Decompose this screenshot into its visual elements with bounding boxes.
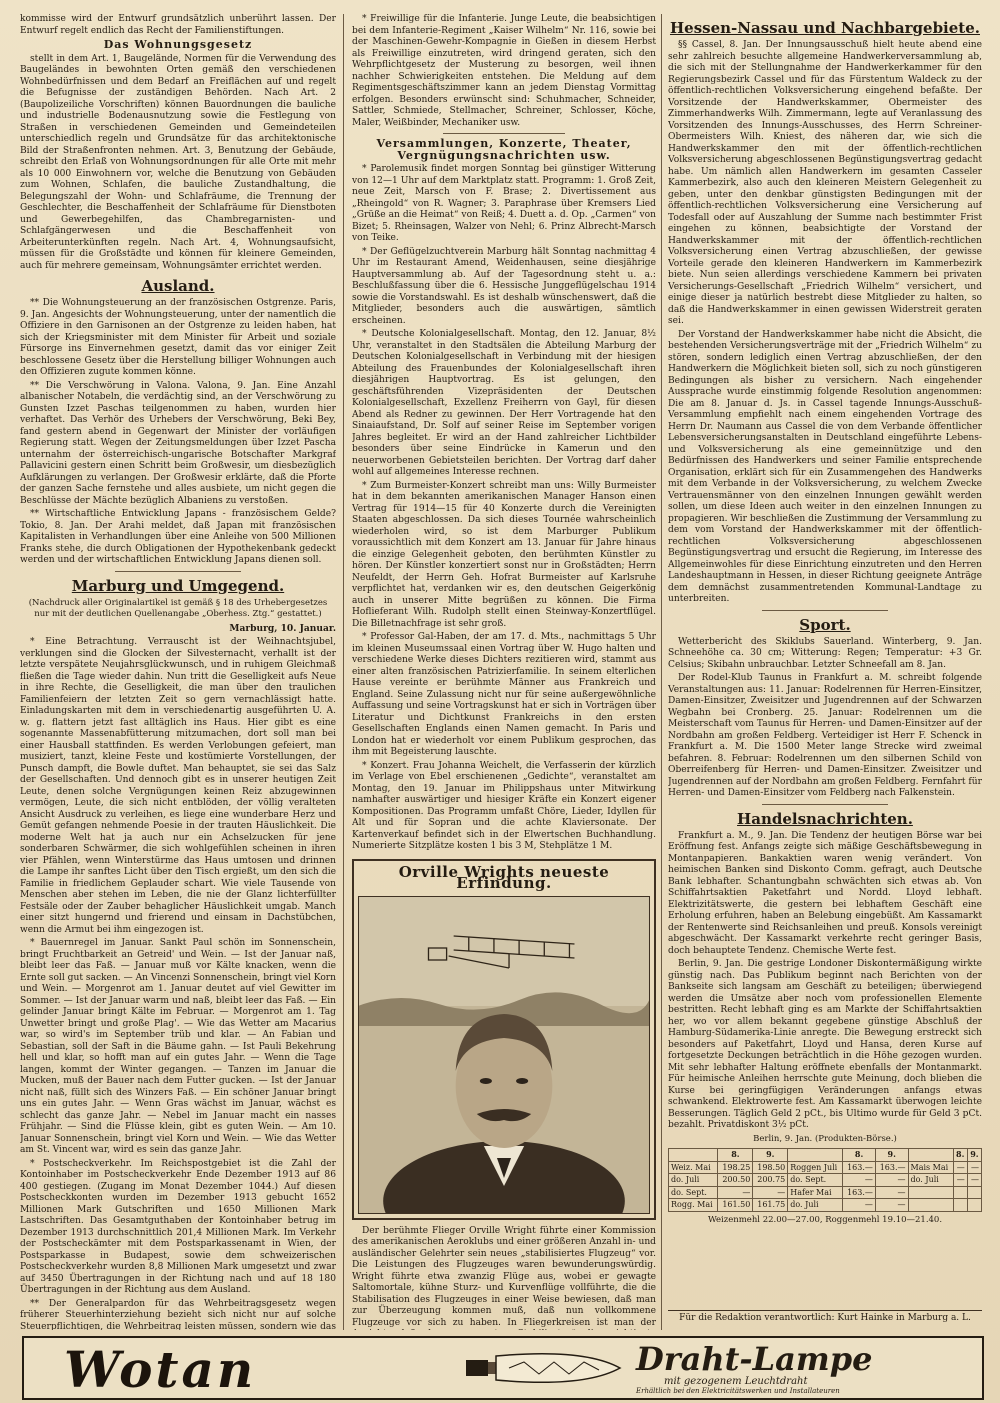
- table-header-cell: 8.: [718, 1149, 753, 1162]
- table-cell: 198.25: [718, 1161, 753, 1174]
- table-cell: [953, 1199, 967, 1212]
- article-galhaben: * Professor Gal-Haben, der am 17. d. Mts., nachmittags 5 Uhr im kleinen Museumssaal einen Vortrag über W. Hugo halten und verschiedene Werke dieses Dichters rezitieren wird, stammt aus einer alten französischen Patrizierfamilie. In seinem elterlichen Hause vereinte er berühmte Männer aus Frankreich und England. Seine Zulassung nicht nur für seine außergewöhnliche Auffassung und seine Vortragskunst hat er sich in Vorträgen über Literatur und Dichtkunst Frankreichs in den ersten Gesellschaften Englands einen Namen gemacht. In Paris und London hat er wiederholt vor einem Publikum gesprochen, das ihm mit Begeisterung lauschte.: [352, 632, 656, 757]
- article-freiwillige: * Freiwillige für die Infanterie. Junge Leute, die beabsichtigen bei dem Infanterie-Regiment „Kaiser Wilhelm“ Nr. 116, sowie bei der Maschinen-Gewehr-Kompagnie in Gießen in diesem Herbst als Freiwillige einzutreten, wird dringend geraten, sich den Wehrpflichtgesetz der Musterung zu besorgen, weil ihnen nachher Schwierigkeiten entstehen. Die Meldung auf dem Regimentsgeschäftszimmer kann an jedem Dienstag Vormittag erfolgen. Besonders erwünscht sind: Schuhmacher, Schneider, Sattler, Schmiede, Stellmacher, Schreiner, Schlosser, Köche, Maler, Weißbinder, Mechaniker usw.: [352, 14, 656, 128]
- table-header-cell: 9.: [753, 1149, 788, 1162]
- article-wetterbericht: Wetterbericht des Skiklubs Sauerland. Winterberg, 9. Jan. Schneehöhe ca. 30 cm; Witterung: Regen; Temperatur: +3 Gr. Celsius; Skibahn unbrauchbar. Letzter Schneefall am 8. Jan.: [668, 636, 982, 670]
- article-betrachtung: * Eine Betrachtung. Verrauscht ist der Weihnachtsjubel, verklungen sind die Glocken der Silvesternacht, verhallt ist der letzte verspätete Neujahrsglückwunsch, und in ruhigem Gleichmaß fließen die Tage wieder dahin. Nun tritt die Geselligkeit aufs Neue in ihre Rechte, die Geselligkeit, die man über den traulichen Familienfeiern der letzten Zeit so gern vernachlässigt hatte. Einladungskarten mit dem in verschiedenartig ausgeführten U. A. w. g. flattern jetzt fast alltäglich ins Haus. Hier gibt es eine sogenannte Massenabfütterung mitzumachen, dort soll man bei einer Hausball stattfinden. Es werden Verlobungen gefeiert, man musiziert, tanzt, kleine Feste und kostümierte Vorstellungen, der Punsch dampft, die Bowle duftet. Man behauptet, sie sei das Salz der Gesellschaften. Und dennoch gibt es in unserer heutigen Zeit Leute, denen solche Vergnügungen keinen Reiz abzugewinnen vermögen, Leute, die sich nicht entblöden, der völlig veralteten Ansicht Ausdruck zu verleihen, es liege eine wunderbare Herz und Gemüt gefangen nehmende Poesie in der trauten Häuslichkeit. Die moderne Welt hat ja auch nur ein Achselzucken für jene sonderbaren Schwärmer, die sich wohlgefühlen scheinen in ihren vier Pfählen, wenn Winterstürme das Haus umtosen und drinnen die Lampe ihr sanftes Licht über den Tisch ergießt, um den sich die Familie in friedlichem Geplauder schart. Wie viele Tausende von Menschen aber stehen im Leben, die nie der Glanz lichterfüllter Festsäle oder der Zauber behaglicher Häuslichkeit umgab. Manch einer sitzt hungernd und frierend und einsam in Dachstübchen, wenn die Armut bei ihm eingezogen ist.: [20, 637, 336, 935]
- right-eye: [516, 1078, 528, 1084]
- table-cell: —: [875, 1186, 908, 1199]
- article-frankfurt-boerse: Frankfurt a. M., 9. Jan. Die Tendenz der heutigen Börse war bei Eröffnung fest. Anfangs zeigte sich mäßige Geschäftsbewegung in Montanpapieren. Bankaktien waren wenig verändert. Von heimischen Banken sind Diskonto Comm. gefragt, auch Deutsche Bank lebhafter. Schantungbahn schwächten sich etwas ab. Von Schiffahrtsaktien Paketfahrt und Nordd. Lloyd lebhaft. Elektrizitätswerte, die gestern bei lebhaftem Geschäft eine Erholung erfuhren, haben an Belebung eingebüßt. Am Kassamarkt der Rentenwerte sind Reichsanleihen und preuß. Konsols vereinigt abgeschwächt. Der Kassamarkt verkehrte recht geringer Basis, doch behauptete Tendenz. Chemische Werte fest.: [668, 830, 982, 956]
- table-cell: —: [875, 1199, 908, 1212]
- table-cell: —: [718, 1186, 753, 1199]
- table-cell: —: [753, 1186, 788, 1199]
- article-cassel-resolution: Der Vorstand der Handwerkskammer habe nicht die Absicht, die bestehenden Versicherungsverträge mit der „Friedrich Wilhelm“ zu stören, sondern lediglich einen Vertrag abzuschließen, der den Handwerkern die Möglichkeit bieten soll, sich zu noch günstigeren Bedingungen als bisher zu versichern. Nach eingehender Aussprache wurde einstimmig folgende Resolution angenommen: Die am 8. Januar d. Js. in Cassel tagende Innungs-Ausschuß-Versammlung empfiehlt nach einem eingehenden Vortrage des Herrn Dr. Naumann aus Cassel die von dem Verbande öffentlicher Lebensversicherungsanstalten in Deutschland eingeführte Lebens- und Volksversicherung als eine gemeinnützige und den Bedürfnissen des Handwerkers und seiner Familie entsprechende Organisation, erklärt sich für ein Zusammengehen des Handwerks mit dem Verbande in der Volksversicherung, zu welchem Zwecke Vertrauensmänner von den einzelnen Innungen gewählt werden sollen, um diese Ideen auch weiter in den einzelnen Innungen zu propagieren. Wir beschließen die Zustimmung der Versammlung zu dem vom Vorstand der Handwerkskammer mit der öffentlich-rechtlichen Volksversicherung abgeschlossenen Begünstigungsvertrag und ersucht die Regierung, im Interesse des Allgemeinwohles für diese Einrichtung einzutreten und den Herren Landeshauptmann in Hessen, in dieser Richtung geeignete Anträge dem demnächst zusammentretenden Kommunal-Landtage zu unterbreiten.: [668, 329, 982, 604]
- article-tokio: ** Wirtschaftliche Entwicklung Japans - französischem Gelde? Tokio, 8. Jan. Der Arahi meldet, daß Japan mit französischen Kapitalisten in Verhandlungen über eine Anleihe von 500 Millionen Franks stehe, die durch Obligationen der Hypothekenbank gedeckt werden und der wirtschaftlichen Entwicklung Japans dienen soll.: [20, 509, 336, 565]
- lamp-bulb-icon: [464, 1348, 624, 1388]
- market-table-title: Berlin, 9. Jan. (Produkten-Börse.): [753, 1133, 897, 1144]
- article-konzert-weichelt: * Konzert. Frau Johanna Weichelt, die Verfasserin der kürzlich im Verlage von Ebel erschienenen „Gedichte“, veranstaltet am Montag, den 19. Januar im Philippshaus unter Mitwirkung namhafter auswärtiger und hiesiger Kräfte ein Konzert eigener Kompositionen. Das Programm umfaßt Chöre, Lieder, Idyllen für Alt und für Sopran und die achte Klaviersonate. Der Kartenverkauf befindet sich in der Elwertschen Buchhandlung. Numerierte Sitzplätze kosten 1 bis 3 M, Stehplätze 1 M.: [352, 760, 656, 851]
- ad-title: Draht-Lampe: [636, 1340, 873, 1378]
- table-cell: do. Sept.: [788, 1174, 843, 1187]
- column-left: [20, 14, 336, 1330]
- column-middle: [352, 14, 656, 1330]
- table-cell: —: [843, 1199, 876, 1212]
- table-cell: —: [953, 1161, 967, 1174]
- column-rule-2: [661, 14, 662, 1330]
- table-cell: —: [953, 1174, 967, 1187]
- article-berlin-boerse: Berlin, 9. Jan. Die gestrige Londoner Diskontermäßigung wirkte günstig nach. Das Publikum beginnt nach Berichten von der Bankseite sich langsam am Geschäft zu beteiligen; überwiegend werden die Umsätze aber noch vom professionellen Elemente bestritten. Recht lebhaft ging es am Markte der Schiffahrtsaktien her, wo vor allem bekannt gegebene günstige Abschluß der Hamburg-Südamerika-Linie anregte. Die Bewegung erstreckt sich besonders auf Paketfahrt, Lloyd und Hansa, deren Kurse auf fortgesetzte Deckungen beträchtlich in die Höhe gezogen wurden. Mit sehr lebhafter Haltung eröffnete ebenfalls der Montanmarkt. Für heimische Anleihen herrschte gute Meinung, doch blieben die Kurse bei geringfügigen Veränderungen anfangs etwas schwankend. Elektrowerte fest. Am Kassamarkt überwogen leichte Besserungen. Täglich Geld 2 pCt., bis Ultimo wurde für Geld 3 pCt. bezahlt. Privatdiskont 3½ pCt.: [668, 959, 982, 1130]
- table-cell: —: [967, 1174, 981, 1187]
- hessen-heading: Hessen-Nassau und Nachbargebiete.: [669, 19, 980, 37]
- orville-wright-photo: [358, 896, 650, 1214]
- table-cell: —: [843, 1174, 876, 1187]
- table-cell: 161.75: [753, 1199, 788, 1212]
- article-kolonial: * Deutsche Kolonialgesellschaft. Montag, den 12. Januar, 8½ Uhr, veranstaltet in den Stadtsälen die Abteilung Marburg der Deutschen Kolonialgesellschaft in Verbindung mit der hiesigen Abteilung des Frauenbundes der Kolonialgesellschaft ihren diesjährigen Hauptvortrag. Es ist gelungen, den geschäftsführenden Vizepräsidenten der Deutschen Kolonialgesellschaft, Exzellenz Freiherrn von Gayl, für diesen Abend als Redner zu gewinnen. Der Herr Vortragende hat den Sinaiaufstand, Dr. Solf auf seiner Reise im September vorigen Jahres begleitet. Er wird an der Hand zahlreicher Lichtbilder besonders über seine Eindrücke in Kamerun und den neuerworbenen Gebietsteilen berichten. Der Vortrag darf daher wohl auf allgemeines Interesse rechnen.: [352, 329, 656, 477]
- section-divider: [762, 804, 888, 805]
- table-header-cell: [908, 1149, 953, 1162]
- table-cell: 200.75: [753, 1174, 788, 1187]
- article-paris: ** Die Wohnungsteuerung an der französischen Ostgrenze. Paris, 9. Jan. Angesichts der Wohnungsteuerung, unter der namentlich die Offiziere in den Garnisonen an der Ostgrenze zu leiden haben, hat sich der Kriegsminister mit dem Minister für Arbeit und soziale Fürsorge ins Einvernehmen gesetzt, damit das vor einiger Zeit beschlossene Gesetz über die Herstellung billiger Wohnungen auch den Offizieren zugute kommen könne.: [20, 298, 336, 377]
- table-cell: Weiz. Mai: [669, 1161, 718, 1174]
- table-header-cell: 8.: [953, 1149, 967, 1162]
- reprint-note: (Nachdruck aller Originalartikel ist gemäß § 18 des Urhebergesetzes nur mit der deutlichen Quellenangabe „Oberhess. Ztg.“ gestattet.): [28, 597, 328, 619]
- article-burmeister: * Zum Burmeister-Konzert schreibt man uns: Willy Burmeister hat in dem bekannten amerikanischen Manager Hanson einen Vertrag für 1914—15 für 40 Konzerte durch die Vereinigten Staaten abgeschlossen. Da sich dieses Tournée wahrscheinlich wiederholen wird, so ist dem Marburger Publikum voraussichtlich mit dem Konzert am 13. Januar für Jahre hinaus die einzige Gelegenheit geboten, den berühmten Künstler zu hören. Der Künstler konzertiert sonst nur in Großstädten; Herrn Neufeldt, der Herrn Geh. Hofrat Burmeister auf Karlsruhe verpflichtet hat, verdanken wir es, den deutschen Geigerkönig auch in unserer Mitte begrüßen zu können. Die Firma Hoflieferant Wilh. Rudolph stellt einen Steinway-Konzertflügel. Die Billetnachfrage ist sehr groß.: [352, 480, 656, 629]
- table-cell: 198.50: [753, 1161, 788, 1174]
- market-price-table: [668, 1148, 982, 1212]
- article-rodel-klub: Der Rodel-Klub Taunus in Frankfurt a. M. schreibt folgende Veranstaltungen aus: 11. Januar: Rodelrennen für Herren-Einsitzer, Damen-Einsitzer, Zweisitzer und Jugendrennen auf der Schwarzen Wegbahn bei Cronberg. 25. Januar: Rodelrennen um die Meisterschaft vom Taunus für Herren- und Damen-Einsitzer auf der Nordbahn am großen Feldberg. Verteidiger ist Herr F. Schenck in Frankfurt a. M. Die 1500 Meter lange Strecke wird zweimal befahren. 8. Februar: Rodelrennen um den silbernen Schild von Oberreifenberg für Herren- und Damen-Einsitzer. Zweisitzer und Jugendrennen auf der Nordbahn am großen Feldberg. Fernfahrt für Herren- und Damen-Einsitzer vom Feldberg nach Falkenstein.: [668, 673, 982, 798]
- table-cell: do. Sept.: [669, 1186, 718, 1199]
- article-cassel: §§ Cassel, 8. Jan. Der Innungsausschuß hielt heute abend eine sehr zahlreich besuchte allgemeine Handwerkerversammlung ab, die sich mit der Stellungnahme der Handwerkerkammer für den Regierungsbezirk Cassel und für das Fürstentum Waldeck zu der öffentlich-rechtlichen Volksversicherung eingehend befaßte. Der Vorsitzende der Handwerkskammer, Obermeister des Zimmerhandwerks Wilh. Zimmermann, legte auf Veranlassung des Vorsitzenden des Innungs-Ausschusses, des Herrn Schreiner-Obermeisters Wilh. Kniest, des näheren dar, wie sich die Handwerkskammer den mit der öffentlich-rechtlichen Volksversicherung abgeschlossenen Begünstigungsvertrag gedacht habe. Um nämlich allen Handwerkern im gesamten Casseler Kammerbezirk, also auch den kleineren Meistern Gelegenheit zu geben, unter den denkbar günstigsten Bedingungen mit der öffentlich-rechtlichen Volksversicherung eine Versicherung auf Todesfall oder auf Auszahlung der Summe nach bestimmter Frist eingehen zu können, beabsichtigte der Vorstand der Handwerkskammer mit der öffentlich-rechtlichen Volksversicherung einen Vertrag abzuschließen, der gewisse Vorteile gerade den kleineren Handwerkern im Kammerbezirk biete. Nun seien allerdings verschiedene Kammern bei privaten Versicherungs-Gesellschaft „Friedrich Wilhelm“ versichert, und einige dieser ja natürlich bestrebt diese Mitglieder zu halten, so daß die Handwerkskammer in einen gewissen Widerstreit geraten sei.: [668, 40, 982, 326]
- marburg-heading: Marburg und Umgegend.: [71, 576, 285, 595]
- ausland-heading: Ausland.: [141, 277, 215, 295]
- column-rule-1: [343, 14, 344, 1330]
- editor-line: Für die Redaktion verantwortlich: Kurt Hainke in Marburg a. L.: [668, 1310, 982, 1323]
- table-cell: [908, 1186, 953, 1199]
- table-header-cell: [788, 1149, 843, 1162]
- wohnungsgesetz-title: Das Wohnungsgesetz: [103, 38, 253, 51]
- market-table-footer: Weizenmehl 22.00—27.00, Roggenmehl 19.10—21.40.: [707, 1214, 943, 1225]
- section-divider: [115, 571, 241, 572]
- ad-brand: Wotan: [64, 1340, 257, 1399]
- article-bauernregel: * Bauernregel im Januar. Sankt Paul schön im Sonnenschein, bringt Fruchtbarkeit an Getreid' und Wein. — Ist der Januar naß, bleibt leer das Faß. — Januar muß vor Kälte knacken, wenn die Ernte soll gut sacken. — An Vincenzi Sonnenschein, bringt viel Korn und Wein. — Morgenrot am 1. Januar deutet auf viel Gewitter im Sommer. — Ist der Januar warm und naß, bleibt leer das Faß. — Ein gelinder Januar bringt Kälte im Februar. — Morgenrot am 1. Tag Unwetter bringt und große Plag'. — Wie das Wetter am Macarius war, so wird's im September trüb und klar. — An Fabian und Sebastian, soll der Saft in die Bäume gahn. — Ist Pauli Bekehrung hell und klar, so hofft man auf ein gutes Jahr. — Wenn die Tage langen, kommt der Winter gegangen. — Tanzen im Januar die Mucken, muß der Bauer nach dem Futter gucken. — Ist der Januar nicht naß, füllt sich des Winzers Faß. — Ein schöner Januar bringt uns ein gutes Jahr. — Wenn Gras wächst im Januar, wächst es schlecht das ganze Jahr. — Nebel im Januar macht ein nasses Frühjahr. — Sind die Flüsse klein, gibt es guten Wein. — Am 10. Januar Sonnenschein, bringt viel Korn und Wein. — Wie das Wetter am St. Vincent war, wird es sein das ganze Jahr.: [20, 938, 336, 1155]
- table-header-cell: 9.: [967, 1149, 981, 1162]
- table-cell: [967, 1186, 981, 1199]
- table-cell: do. Juli: [908, 1174, 953, 1187]
- table-row: [669, 1161, 982, 1174]
- table-cell: 161.50: [718, 1199, 753, 1212]
- table-header-cell: 8.: [843, 1149, 876, 1162]
- table-row: [669, 1199, 982, 1212]
- table-cell: [967, 1199, 981, 1212]
- ad-availability: Erhältlich bei den Elektricitätswerken und Installateuren: [636, 1387, 840, 1395]
- table-cell: —: [875, 1174, 908, 1187]
- table-row: [669, 1174, 982, 1187]
- feature-caption: Der berühmte Flieger Orville Wright führte einer Kommission des amerikanischen Aeroklubs und einer größeren Anzahl in- und ausländischer Gelehrter sein neues „stabilisiertes Flugzeug“ vor. Die Leistungen des Flugzeuges waren bewunderungswürdig. Wright führte etwa zwanzig Flüge aus, wobei er gewagte Saltomortale, kühne Sturz- und Kurvenflüge vollführte, die die Stabilisation des Flugzeuges in einer Weise bewiesen, daß man zur Überzeugung kommen muß, daß nun vollkommene Flugzeuge vor sich zu haben. In Fliegerkreisen ist man der: [352, 1225, 656, 1328]
- table-header-row: [669, 1149, 982, 1162]
- wotan-advertisement: [22, 1336, 984, 1400]
- table-cell: 163.—: [843, 1186, 876, 1199]
- column-right: [668, 14, 982, 1330]
- handel-heading: Handelsnachrichten.: [737, 809, 913, 828]
- sky: [358, 896, 650, 1006]
- table-row: [669, 1186, 982, 1199]
- table-cell: Roggen Juli: [788, 1161, 843, 1174]
- table-cell: do. Juli: [669, 1174, 718, 1187]
- table-cell: Hafer Mai: [788, 1186, 843, 1199]
- table-cell: [908, 1199, 953, 1212]
- table-header-cell: 9.: [875, 1149, 908, 1162]
- article-parolemusik: * Parolemusik findet morgen Sonntag bei günstiger Witterung von 12—1 Uhr auf dem Marktplatz statt. Programm: 1. Groß Zeit, neue Zeit, Marsch von F. Brase; 2. Divertissement aus „Rheingold“ von R. Wagner; 3. Paraphrase über Kremsers Lied „Grüße an die Heimat“ von Reiß; 4. Duett a. d. Op. „Carmen“ von Bizet; 5. Rheinsagen, Walzer von Nehl; 6. Prinz Albrecht-Marsch von Teike.: [352, 164, 656, 243]
- left-eye: [480, 1078, 492, 1084]
- article-valona: ** Die Verschwörung in Valona. Valona, 9. Jan. Eine Anzahl albanischer Notabeln, die verdächtig sind, an der Verschwörung zu Gunsten Izzet Paschas teilgenommen zu haben, wurden hier verhaftet. Das Verhör des Urhebers der Verschwörung, Beki Bey, fand gestern abend in Gegenwart der Minister der vorläufigen Regierung statt. Wegen der Zeitungsmeldungen über Izzet Pascha unternahm der österreichisch-ungarische Botschafter Markgraf Pallavicini gestern einen Schritt beim Großwesir, um diesbezüglich Aufklärungen zu verlangen. Der Großwesir erklärte, daß die Pforte der ganzen Sache fernstehe und alles ausbiete, um nicht gegen die Beschlüsse der Mächte bezüglich Albaniens zu verstoßen.: [20, 380, 336, 506]
- table-cell: do. Juli: [788, 1199, 843, 1212]
- article-postscheck: * Postscheckverkehr. Im Reichspostgebiet ist die Zahl der Kontoinhaber im Postscheckverkehr Ende Dezember 1913 auf 86 400 gestiegen. (Zugang im Monat Dezember 1044.) Auf diesen Postscheckkonten wurden im Dezember 1913 gebucht 1652 Millionen Mark Gutschriften und 1650 Millionen Mark Lastschriften. Das Gesamtguthaben der Kontoinhaber betrug im Dezember 1913 durchschnittlich 201,4 Millionen Mark. Im Verkehr der Postscheckämter mit dem Postsparkassenamt in Wien, der Postsparkasse in Budapest, sowie dem schweizerischen Postscheckverkehr wurden 8,8 Millionen Mark umgesetzt und zwar auf 3450 Übertragungen in der Richtung nach und auf 18 180 Übertragungen in der Richtung aus dem Ausland.: [20, 1158, 336, 1295]
- table-cell: 163.—: [875, 1161, 908, 1174]
- table-cell: 200.50: [718, 1174, 753, 1187]
- feature-title: Orville Wrights neueste Erfindung.: [398, 862, 610, 892]
- ad-subtitle: mit gezogenem Leuchtdraht: [664, 1376, 808, 1387]
- table-header-cell: [669, 1149, 718, 1162]
- article-gefluegel: * Der Geflügelzuchtverein Marburg hält Sonntag nachmittag 4 Uhr im Restaurant Amend, Weidenhausen, seine diesjährige Hauptversammlung ab. Auf der Tagesordnung steht u. a.: Beschlußfassung über die 6. Hessische Junggeflügelschau 1914 sowie die Vorstandswahl. Es ist deshalb wünschenswert, daß die Mitglieder, besonders auch die auswärtigen, sämtlich erscheinen.: [352, 246, 656, 326]
- feature-box: [352, 859, 656, 1220]
- versammlungen-heading: Versammlungen, Konzerte, Theater, Vergnügungsnachrichten usw.: [376, 137, 632, 162]
- section-divider: [443, 133, 565, 134]
- table-cell: 163.—: [843, 1161, 876, 1174]
- wohnungsgesetz-text: stellt in dem Art. 1, Baugelände, Normen für die Verwendung des Baugeländes in bewohnten Orten gemäß den verschiedenen Wohnbedürfnissen und dem Bedarf an Freiflächen auf und regelt die Befugnisse der zuständigen Behörden. Nach Art. 2 (Baupolizeiliche Vorschriften) können Bauordnungen die bauliche und industrielle Bodenausnutzung sowie die Festlegung von Straßen in verschiedenen Gemeinden und Gemeindeteilen unterschiedlich regeln und Grundsätze für das architektonische Bild der Straßenfronten nehmen. Art. 3, Benutzung der Gebäude, schreibt den Erlaß von Wohnungsordnungen für alle Orte mit mehr als 10 000 Einwohnern vor, welche die Benutzung von Gebäuden zum Wohnen, Schlafen, die bauliche Zustandhaltung, die Belegungszahl der Wohn- und Schlafräume, die Trennung der Geschlechter, die Beschaffenheit der Schlafräume für Dienstboten und Gewerbegehilfen, das Chambregarnisten- und Schlafgängerwesen und die Beschaffenheit von Arbeiterunterkünften regeln. Nach Art. 4, Wohnungsaufsicht, müssen für die Großstädte und können für kleinere Gemeinden, auch für mehrere gemeinsam, Wohnungsämter errichtet werden.: [20, 53, 336, 271]
- sport-heading: Sport.: [799, 615, 851, 634]
- article-generalpardon: ** Der Generalpardon für das Wehrbeitragsgesetz wegen früherer Steuerhinterziehung bezieht sich nicht nur auf solche Steuerpflichtigen, die Wehrbeitrag leisten müssen, sondern wie das: [20, 1298, 336, 1330]
- marburg-dateline: Marburg, 10. Januar.: [229, 622, 336, 634]
- top-paragraph: kommisse wird der Entwurf grundsätzlich unberührt lassen. Der Entwurf regelt endlich das Recht der Familienstiftungen.: [20, 14, 336, 36]
- table-cell: [953, 1186, 967, 1199]
- table-cell: Mais Mai: [908, 1161, 953, 1174]
- table-cell: Rogg. Mai: [669, 1199, 718, 1212]
- section-divider: [762, 610, 888, 611]
- table-cell: —: [967, 1161, 981, 1174]
